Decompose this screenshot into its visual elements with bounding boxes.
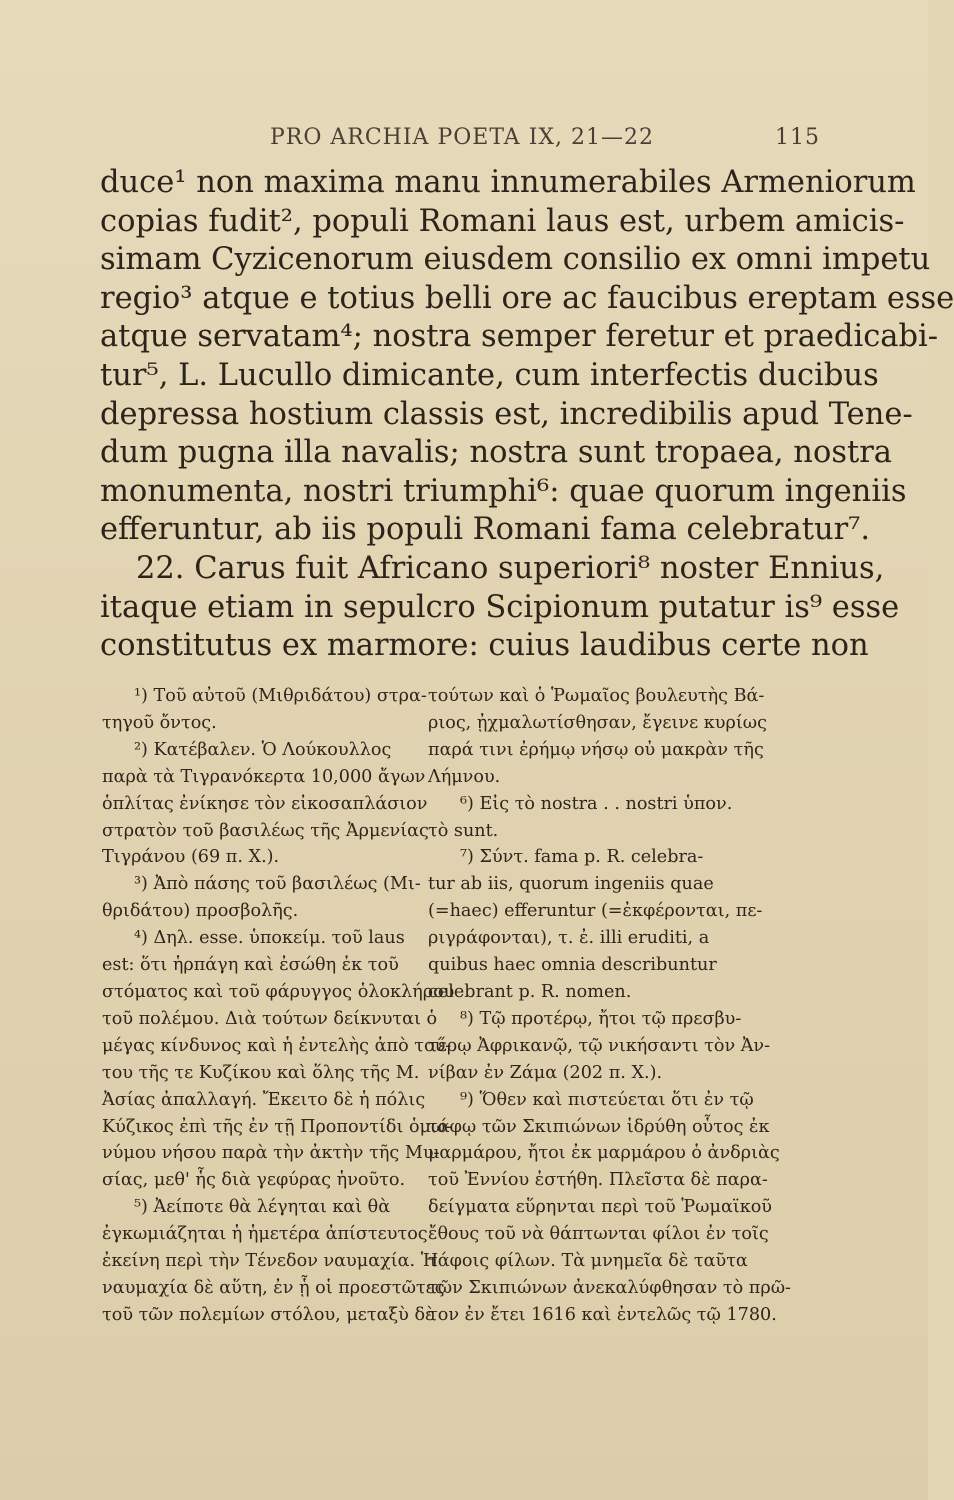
footnote-line: celebrant p. R. nomen. xyxy=(428,981,632,1002)
text-line: itaque etiam in sepulcro Scipionum putatur is⁹ esse xyxy=(100,589,900,625)
footnote-line: στρατὸν τοῦ βασιλέως τῆς Ἀρμενίας xyxy=(102,820,429,841)
footnote-line: παρά τινι ἐρήμῳ νήσῳ οὐ μακρὰν τῆς xyxy=(428,739,764,760)
main-latin-text xyxy=(100,164,954,666)
footnote-line: νίβαν ἐν Ζάμα (202 π. Χ.). xyxy=(428,1062,663,1083)
footnote-line: ⁴) Δηλ. esse. ὑποκείμ. τοῦ laus xyxy=(134,928,405,949)
text-line: atque servatam⁴; nostra semper feretur et praedicabi- xyxy=(100,319,939,355)
footnote-line: ²) Κατέβαλεν. Ὁ Λούκουλλος xyxy=(134,739,392,760)
footnote-line: ⁷) Σύντ. fama p. R. celebra- xyxy=(460,847,704,868)
footnote-line: est: ὅτι ἡρπάγη καὶ ἐσώθη ἐκ τοῦ xyxy=(102,955,399,976)
footnote-line: ⁸) Τῷ προτέρῳ, ἤτοι τῷ πρεσβυ- xyxy=(460,1008,742,1029)
footnote-line: νύμου νήσου παρὰ τὴν ἀκτὴν τῆς Μυ- xyxy=(102,1143,440,1164)
footnote-line: ⁵) Ἀείποτε θὰ λέγηται καὶ θὰ xyxy=(134,1197,391,1218)
footnote-line: ριγράφονται), τ. ἐ. illi eruditi, a xyxy=(428,928,710,949)
footnote-line: (=haec) efferuntur (=ἐκφέρονται, πε- xyxy=(428,901,763,922)
text-line: depressa hostium classis est, incredibilis apud Tene- xyxy=(100,396,913,432)
footnote-line: ὁπλίτας ἐνίκησε τὸν εἰκοσαπλάσιον xyxy=(102,793,428,814)
footnote-line: ναυμαχία δὲ αὕτη, ἐν ᾗ οἱ προεστῶτες xyxy=(102,1277,445,1298)
footnote-line: στόματος καὶ τοῦ φάρυγγος ὁλοκλήρου xyxy=(102,981,455,1002)
running-head-title: PRO ARCHIA POETA IX, 21—22 xyxy=(270,125,655,150)
text-line: simam Cyzicenorum eiusdem consilio ex omni impetu xyxy=(100,242,931,278)
text-line: dum pugna illa navalis; nostra sunt tropaea, nostra xyxy=(100,435,892,471)
footnote-line: τέρῳ Ἀφρικανῷ, τῷ νικήσαντι τὸν Ἀν- xyxy=(428,1035,771,1056)
text-line: constitutus ex marmore: cuius laudibus certe non xyxy=(100,628,869,664)
footnote-line: τον ἐν ἔτει 1616 καὶ ἐντελῶς τῷ 1780. xyxy=(428,1304,777,1325)
footnote-line: δείγματα εὕρηνται περὶ τοῦ Ῥωμαϊκοῦ xyxy=(428,1197,773,1218)
footnotes-right-column xyxy=(428,683,791,1329)
text-line: regio³ atque e totius belli ore ac faucibus ereptam esse xyxy=(100,280,954,316)
footnote-line: ἐκείνη περὶ τὴν Τένεδον ναυμαχία. Ἡ xyxy=(102,1251,439,1272)
footnote-line: τούτων καὶ ὁ Ῥωμαῖος βουλευτὴς Βά- xyxy=(428,686,765,706)
footnote-line: τοῦ τῶν πολεμίων στόλου, μεταξὺ δὲ xyxy=(102,1304,435,1325)
footnote-line: σίας, μεθ' ἧς διὰ γεφύρας ἡνοῦτο. xyxy=(102,1170,406,1191)
footnote-line: Τιγράνου (69 π. Χ.). xyxy=(102,847,280,868)
footnote-line: τάφοις φίλων. Τὰ μνημεῖα δὲ ταῦτα xyxy=(428,1251,748,1272)
footnote-line: παρὰ τὰ Τιγρανόκερτα 10,000 ἄγων xyxy=(102,766,426,787)
footnote-line: Ἀσίας ἀπαλλαγή. Ἔκειτο δὲ ἡ πόλις xyxy=(102,1089,426,1110)
text-line: monumenta, nostri triumphi⁶: quae quorum ingeniis xyxy=(100,473,907,509)
footnote-line: τοῦ πολέμου. Διὰ τούτων δείκνυται ὁ xyxy=(102,1008,438,1029)
footnote-line: ⁹) Ὅθεν καὶ πιστεύεται ὅτι ἐν τῷ xyxy=(460,1089,754,1110)
footnote-line: ¹) Τοῦ αὐτοῦ (Μιθριδάτου) στρα- xyxy=(134,686,427,706)
footnote-line: ριος, ᾐχμαλωτίσθησαν, ἔγεινε κυρίως xyxy=(428,712,767,733)
footnote-line: ³) Ἀπὸ πάσης τοῦ βασιλέως (Μι- xyxy=(134,874,421,895)
footnote-line: θριδάτου) προσβολῆς. xyxy=(102,901,299,922)
footnote-line: Λήμνου. xyxy=(428,766,501,787)
text-line: duce¹ non maxima manu innumerabiles Armeniorum xyxy=(100,165,916,200)
footnote-line: Κύζικος ἐπὶ τῆς ἐν τῇ Προποντίδι ὁμω- xyxy=(102,1116,452,1137)
footnote-line: τῶν Σκιπιώνων ἀνεκαλύφθησαν τὸ πρῶ- xyxy=(428,1277,791,1298)
footnote-line: του τῆς τε Κυζίκου καὶ ὅλης τῆς Μ. xyxy=(102,1062,420,1083)
footnote-line: μαρμάρου, ἤτοι ἐκ μαρμάρου ὁ ἀνδριὰς xyxy=(428,1143,780,1164)
footnote-line: τηγοῦ ὄντος. xyxy=(102,712,217,733)
footnote-line: μέγας κίνδυνος καὶ ἡ ἐντελὴς ἀπὸ τού- xyxy=(102,1035,452,1056)
footnote-line: ⁶) Εἰς τὸ nostra . . nostri ὑπον. xyxy=(460,793,733,814)
footnote-line: τὸ sunt. xyxy=(428,820,499,841)
text-line: 22. Carus fuit Africano superiori⁸ noster Ennius, xyxy=(136,550,885,586)
page-number: 115 xyxy=(775,125,820,150)
footnote-line: ἐγκωμιάζηται ἡ ἡμετέρα ἀπίστευτος xyxy=(102,1224,428,1245)
text-line: copias fudit², populi Romani laus est, urbem amicis- xyxy=(100,203,905,239)
footnote-line: τοῦ Ἐννίου ἐστήθη. Πλεῖστα δὲ παρα- xyxy=(428,1170,768,1191)
text-line: efferuntur, ab iis populi Romani fama celebratur⁷. xyxy=(100,512,871,548)
footnote-line: ἔθους τοῦ νὰ θάπτωνται φίλοι ἐν τοῖς xyxy=(428,1224,769,1245)
footnote-line: tur ab iis, quorum ingeniis quae xyxy=(428,874,714,895)
text-line: tur⁵, L. Lucullo dimicante, cum interfectis ducibus xyxy=(100,357,879,393)
footnotes-left-column xyxy=(102,683,455,1329)
footnote-line: τάφῳ τῶν Σκιπιώνων ἱδρύθη οὗτος ἐκ xyxy=(428,1116,770,1137)
running-head xyxy=(120,125,820,159)
footnote-line: quibus haec omnia describuntur xyxy=(428,955,717,976)
